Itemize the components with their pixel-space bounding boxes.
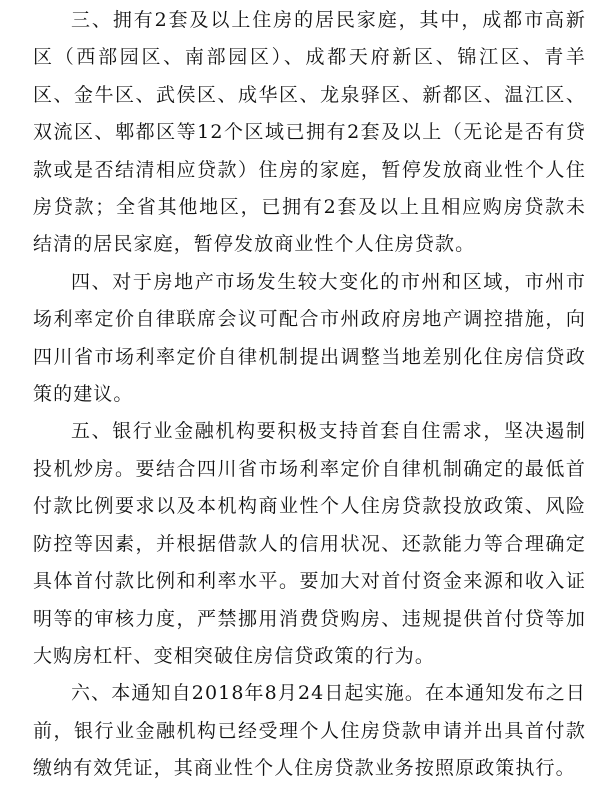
paragraph-five: 五、银行业金融机构要积极支持首套自住需求，坚决遏制投机炒房。要结合四川省市场利率定价自律机制确定的最低首付款比例要求以及本机构商业性个人住房贷款投放政策、风险防控等因素，并根据借款人的信用状况、还款能力等合理确定具体首付款比例和利率水平。要加大对首付资金来源和收入证明等的审核力度，严禁挪用消费贷购房、违规提供首付贷等加大购房杠杆、变相突破住房信贷政策的行为。 (33, 420, 586, 667)
paragraph-six: 六、本通知自2018年8月24日起实施。在本通知发布之日前，银行业金融机构已经受理个人住房贷款申请并出具首付款缴纳有效凭证，其商业性个人住房贷款业务按照原政策执行。 (33, 682, 586, 780)
paragraph-four: 四、对于房地产市场发生较大变化的市州和区域，市州市场利率定价自律联席会议可配合市州政府房地产调控措施，向四川省市场利率定价自律机制提出调整当地差别化住房信贷政策的建议。 (33, 270, 586, 406)
paragraph-three: 三、拥有2套及以上住房的居民家庭，其中，成都市高新区（西部园区、南部园区）、成都天府新区、锦江区、青羊区、金牛区、武侯区、成华区、龙泉驿区、新都区、温江区、双流区、郫都区等12个区域已拥有2套及以上（无论是否有贷款或是否结清相应贷款）住房的家庭，暂停发放商业性个人住房贷款；全省其他地区，已拥有2套及以上且相应购房贷款未结清的居民家庭，暂停发放商业性个人住房贷款。 (33, 9, 586, 256)
